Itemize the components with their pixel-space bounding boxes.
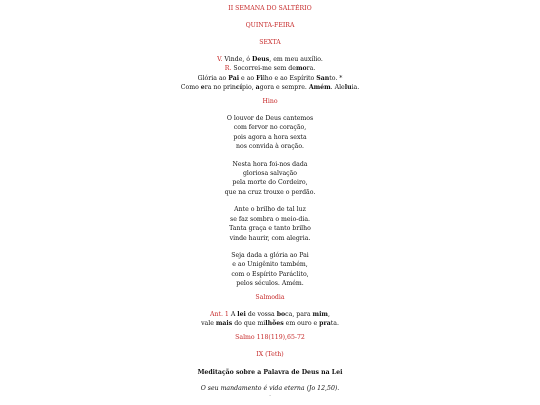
response-line: R. Socorrei-me sem demora. — [224, 65, 316, 73]
day-heading: QUINTA-FEIRA — [245, 22, 295, 29]
antiphon-line-2: vale mais do que milhões em ouro e prata. — [201, 320, 339, 328]
versicle-line: V. Vinde, ó Deus, em meu auxílio. — [217, 56, 323, 63]
hour-heading: SEXTA — [259, 39, 281, 46]
hymn-stanza: Nesta hora foi-nos dada gloriosa salvação pela morte do Cordeiro, que na cruz trouxe o perdão. — [224, 160, 316, 196]
meditation-title: Meditação sobre a Palavra de Deus na Lei — [197, 368, 343, 376]
psalm-reference: Salmo 118(119),65-72 — [235, 333, 305, 341]
como-line: Como era no princípio, agora e sempre. Amém. Aleluia. — [180, 84, 360, 92]
hymn-title: Hino — [262, 97, 278, 105]
intro-dialogue — [0, 55, 540, 93]
psalm-section: IX (Teth) — [256, 351, 284, 359]
response-marker: R. — [224, 65, 232, 73]
hymn-stanza: O louvor de Deus cantemos com fervor no coração, pois agora a hora sexta nos convida à oração. — [226, 115, 314, 151]
antiphon-line-1: Ant. 1 A lei de vossa boca, para mim, — [210, 310, 330, 318]
gloria-line: Glória ao Pai e ao Filho e ao Espírito Santo. * — [197, 74, 343, 82]
epigraph: O seu mandamento é vida eterna (Jo 12,50). — [200, 384, 340, 392]
hymn-stanza: Seja dada a glória ao Pai e ao Unigênito também, com o Espírito Paráclito, pelos séculos. Amém. — [231, 251, 309, 288]
week-heading: II SEMANA DO SALTÉRIO — [228, 5, 312, 12]
antiphon-label: Ant. 1 — [210, 310, 229, 318]
psalmody-title: Salmodia — [255, 293, 285, 301]
versicle-marker: V. — [217, 56, 223, 63]
antiphon — [0, 310, 540, 329]
bottom-mark: · — [269, 393, 271, 400]
hymn-stanza: Ante o brilho de tal luz se faz sombra o meio-dia. Tanta graça e tanto brilho vinde haurir, com alegria. — [229, 206, 311, 242]
